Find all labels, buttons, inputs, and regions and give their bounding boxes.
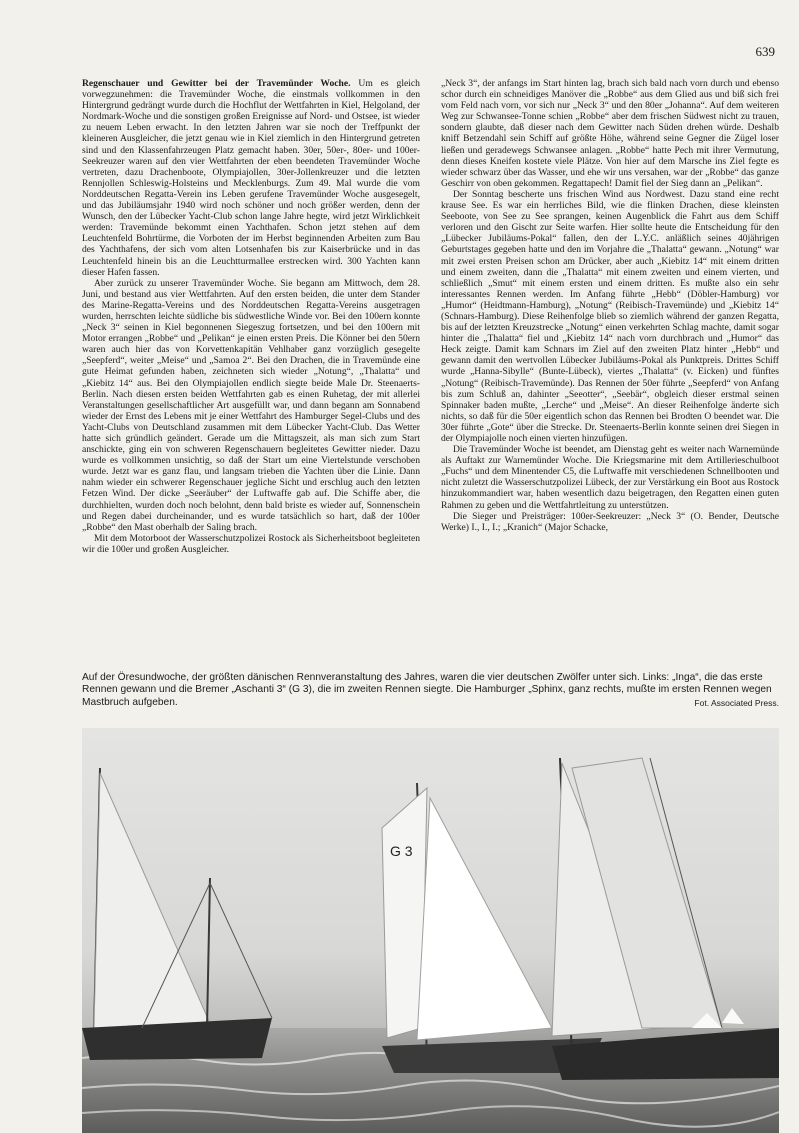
paragraph: Der Sonntag bescherte uns frischen Wind aus Nordwest. Dazu stand eine recht krause See. Es war ein herrliches Bild, wie die flinken Drachen, diese kleinsten Seeboote, von See zu See sprangen, keinen Augenblick die Fahrt aus dem Schiff verloren und den Gischt zur Seite warfen. Hier sollte heute die Entscheidung für den „Lübecker Jubiläums-Pokal“ fallen, den der L.Y.C. anläßlich seines 40jährigen Geburtstages gegeben hatte und den im Vorjahre die „Thalatta“ gewann. „Notung“ war mit zwei ersten Preisen schon am Drücker, aber auch „Kiebitz 14“ mit einem dritten und einem zweiten, dann die „Thalatta“ mit einem zweiten und einem vierten, und schließlich „Smut“ mit einem ersten und einem dritten. Es mußte also ein sehr interessantes Rennen werden. Im Anfang führte „Hebb“ (Döbler-Hamburg) vor „Humor“ (Heidtmann-Hamburg), „Notung“ (Reibisch-Travemünde) und „Kiebitz 14“ (Schnars-Hamburg). Diese Reihenfolge blieb so ziemlich während der ganzen Regatta, bis auf der letzten Kreuzstrecke „Notung“ einen verkehrten Schlag machte, damit sogar hinter die „Thalatta“ fiel und „Kiebitz 14“ nach vorn durchbrach und „Humor“ das Heck zeigte. Damit kam Schnars im Ziel auf den zweiten Platz hinter „Hebb“ und gewann damit den wertvollen Lübecker Jubiläums-Pokal als Punktpreis. Drittes Schiff wurde „Hanna-Sibylle“ (Bunte-Lübeck), viertes „Thalatta“ (v. Eicken) und fünftes „Notung“ (Reibisch-Travemünde). Das Rennen der 50er führte „Seepferd“ von Anfang bis zum Schluß an, dahinter „Seeotter“, „Seebär“, obgleich dieser erstmal seinen Spinnaker baden mußte, „Lerche“ und „Meise“. An dieser Reihenfolge änderte sich nichts, so daß für die 50er eigentlich schon das Rennen bei Brodten O beendet war. Die 30er führte „Gote“ über die Strecke. Dr. Steenaerts-Berlin konnte seinen drei Siegen in der Olympiajolle noch einen vierten hinzufügen. [441,188,779,444]
article [82,78,779,555]
figure-caption: Auf der Öresundwoche, der größten dänischen Rennveranstaltung des Jahres, waren die vier deutschen Zwölfer unter sich. Links: „Inga“, die das erste Rennen gewann und die Bremer „Aschanti 3“ (G 3), die im zweiten Rennen siegte. Die Hamburger „Sphinx, ganz rechts, mußte im ersten Rennen wegen Mastbruch aufgeben. [82,672,772,708]
paragraph: Aber zurück zu unserer Travemünder Woche. Sie begann am Mittwoch, dem 28. Juni, und bestand aus vier Wettfahrten. Auf den ersten beiden, die unter dem Stander des Marine-Regatta-Vereins und des Norddeutschen Regatta-Vereins ausgetragen wurden, herrschten leichte südliche bis südwestliche Winde vor. Bei den 100ern konnte „Neck 3“ seinen in Kiel begonnenen Siegeszug fortsetzen, und bei den 100ern mit Motor errangen „Robbe“ und „Pelikan“ je einen ersten Preis. Die Könner bei den 50ern waren auch hier das von Korvettenkapitän Vehlhaber ganz vorzüglich gesegelte „Seepferd“, weiter „Meise“ und „Samoa 2“. Bei den Drachen, die in Travemünde eine gute Heimat gefunden haben, zeichneten sich wieder „Notung“, „Thalatta“ und „Kiebitz 14“ aus. Bei den Olympiajollen endlich siegte beide Male Dr. Steenaerts-Berlin. Nach diesen ersten beiden Wettfahrten gab es einen Ruhetag, der mit allerlei Veranstaltungen gesellschaftlicher Art ausgefüllt war, und dann begann am Sonnabend wieder der Ernst des Lebens mit je einer Wettfahrt des Hamburger Segel-Clubs und des Yacht-Clubs von Deutschland zusammen mit dem Lübecker Yacht-Club. Das Wetter hatte sich gründlich geändert. Gerade um die Mittagszeit, als man sich zum Start anschickte, ging ein von schweren Regenschauern begleitetes Gewitter nieder. Dazu wurde es vollkommen unsichtig, so daß der Start um eine Viertelstunde verschoben wurde. Jetzt war es ganz flau, und langsam trieben die Yachten über die Linie. Dann nahm wieder ein schwerer Regenschauer jegliche Sicht und erschlug auch den letzten Fetzen Wind. Der dicke „Seeräuber“ der Luftwaffe gab auf. Die Schiffe aber, die durchhielten, wurden doch noch belohnt, denn bald briste es wieder auf, Sonnenschein und Regen dabei durcheinander, und es wurde tatsächlich so hart, daß der 100er „Robbe“ den Mast oberhalb der Saling brach. [82,277,420,533]
paragraph-text: Um es gleich vorwegzunehmen: die Travemünder Woche, die einstmals vollkommen in den Hintergrund gedrängt wurde durch die Hochflut der Wettfahrten in Kiel, Helgoland, der Nordmark-Woche und die sonstigen großen Ereignisse auf Nord- und Ostsee, ist wieder zu neuem Leben erwacht. In den letzten Jahren war sie noch der Treffpunkt der kleineren Ausgleicher, die jetzt genau wie in Kiel ziemlich in den Hintergrund getreten sind und den Klassenfahrzeugen Platz gemacht haben. 30er, 50er-, 80er- und 100er-Seekreuzer waren auf den vier Wettfahrten der eben beendeten Travemünder Woche vertreten, dazu Drachenboote, Olympiajollen, 30er-Jollenkreuzer und die letzten Rennjollen Schleswig-Holsteins und Mecklenburgs. Zum 49. Mal wurde die vom Norddeutschen Regatta-Verein ins Leben gerufene Travemünder Woche ausgesegelt, und das Jubiläumsjahr 1940 wird noch schöner und noch größer werden, denn der Wunsch, den der Lübecker Yacht-Club schon lange Jahre hegte, wird jetzt Wirklichkeit werden: Travemünde bekommt einen Yachthafen. Schon jetzt stehen auf dem Leuchtenfeld Bohrtürme, die Vorboten der im Herbst beginnenden Arbeiten zum Bau des Yachthafens, der sich vom alten Lotsenhafen bis zur Kaiserbrücke und in das Leuchtenfeld hinein bis an die Leuchtturmallee erstrecken wird. 300 Yachten kann dieser Hafen fassen. [82,78,420,278]
yacht-left [82,768,272,1060]
paragraph [82,78,420,278]
right-column [441,78,779,555]
sailing-photo-image [82,728,779,1133]
sailing-photo [82,728,779,1133]
photo-credit: Fot. Associated Press. [694,698,779,708]
paragraph: Die Sieger und Preisträger: 100er-Seekreuzer: „Neck 3“ (O. Bender, Deutsche Werke) I., I., I.; „Kranich“ (Major Schacke, [441,510,779,533]
paragraph: „Neck 3“, der anfangs im Start hinten lag, brach sich bald nach vorn durch und ebenso schor durch ein schneidiges Manöver die „Robbe“ aus dem Glied aus und biß sich frei vom Feld nach vorn, vor sich nur „Neck 3“ und den 80er „Johanna“. Auf dem weiteren Weg zur Schwansee-Tonne schien „Robbe“ aber dem frischen Südwest nicht zu trauen, sondern glaubte, daß dieser nach dem Gewitter nach Süden drehen würde. Deshalb kniff Betzendahl sein Schiff auf größte Höhe, während seine Gegner die Zügel loser ließen und geradewegs Schwansee anlagen. „Robbe“ hatte Pech mit ihrer Vermutung, denn dieses Kneifen kostete viele Plätze. Von hier auf dem Marsche ins Ziel fegte es wieder schwarz über das Wasser, und ehe wir uns versahen, war der „Robbe“ das ganze Geschirr von oben gekommen. Regattapech! Damit fiel der Sieg dann an „Pelikan“. [441,78,779,189]
sail-number: G 3 [390,843,413,859]
article-headline: Regenschauer und Gewitter bei der Travemünder Woche. [82,78,351,89]
page-number: 639 [755,44,775,59]
left-column [82,78,420,555]
paragraph: Die Travemünder Woche ist beendet, am Dienstag geht es weiter nach Warnemünde als Auftakt zur Warnemünder Woche. Die Kriegsmarine mit dem Artillerieschulboot „Fuchs“ und dem Minentender C5, die Luftwaffe mit verschiedenen Schnellbooten und nicht zuletzt die Wasserschutzpolizei Lübeck, der zur Verstärkung ein Boot aus Rostock hinzukommandiert war, haben wesentlich dazu beigetragen, den Regatten einen guten Rahmen zu geben und die Wettfahrtleitung zu unterstützen. [441,444,779,511]
paragraph: Mit dem Motorboot der Wasserschutzpolizei Rostock als Sicherheitsboot begleiteten wir die 100er und großen Ausgleicher. [82,532,420,555]
